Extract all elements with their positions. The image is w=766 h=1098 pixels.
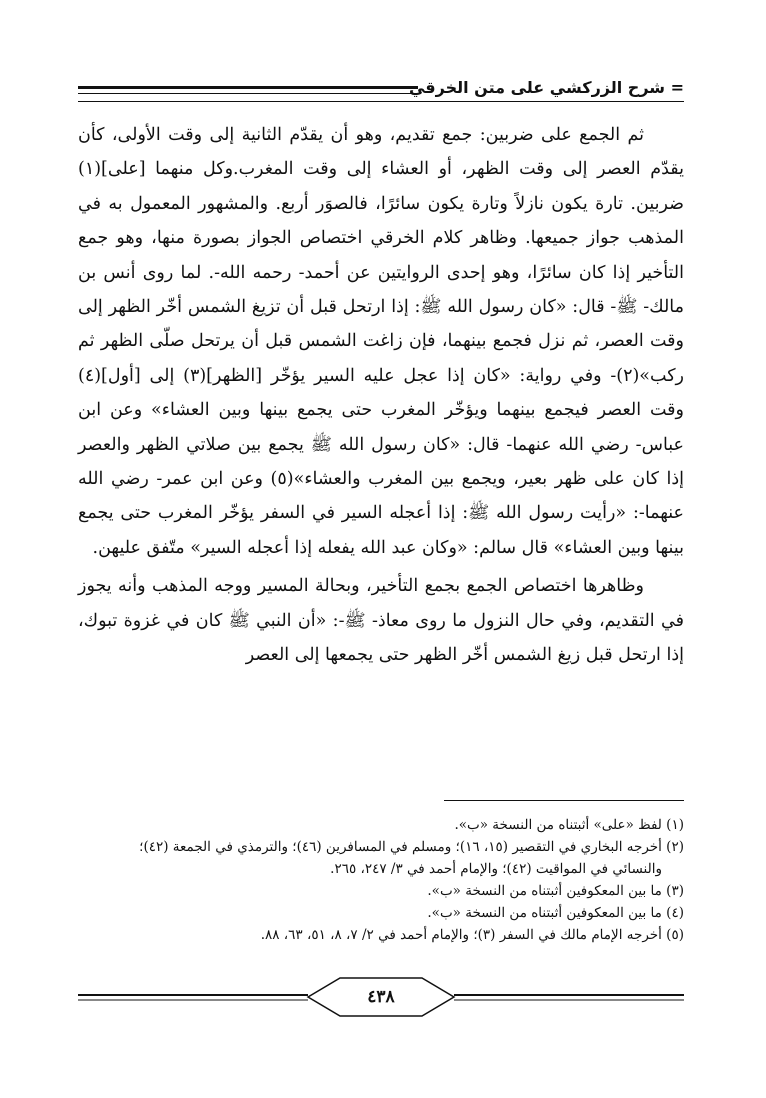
header-rule-bottom (78, 93, 418, 94)
footnote-2: (٢) أخرجه البخاري في التقصير (١٥، ١٦)؛ ومسلم في المسافرين (٤٦)؛ والترمذي في الجمعة (٤٢)؛ (139, 839, 684, 855)
header-rule-top (78, 86, 418, 89)
footnote-3: (٣) ما بين المعكوفين أثبتناه من النسخة «ب». (427, 883, 684, 899)
footnote-4: (٤) ما بين المعكوفين أثبتناه من النسخة «ب». (427, 905, 684, 921)
header-dash-icon: = (665, 78, 684, 97)
footnote-2-continued: والنسائي في المواقيت (٤٢)؛ والإمام أحمد في ٣/ ٢٤٧، ٢٦٥. (330, 861, 662, 877)
main-text (78, 118, 684, 673)
book-title: شرح الزركشي على متن الخرقي (408, 78, 666, 97)
page-footer (78, 976, 684, 1020)
paragraph-1: ثم الجمع على ضربين: جمع تقديم، وهو أن يقدّم الثانية إلى وقت الأولى، كأن يقدّم العصر إلى وقت الظهر، أو العشاء إلى وقت المغرب.وكل منهما [على](١) ضربين. تارة يكون نازلاً وتارة يكون سائرًا، فالصوَر أربع. والمشهور المعمول به في المذهب جواز جميعها. وظاهر كلام الخرقي اختصاص الجواز بصورة منها، وهو جمع التأخير إذا كان سائرًا، وهو إحدى الروايتين عن أحمد- رحمه الله-. لما روى أنس بن مالك- ﷺ- قال: «كان رسول الله ﷺ: إذا ارتحل قبل أن تزيغ الشمس أخّر الظهر إلى وقت العصر، ثم نزل فجمع بينهما، فإن زاغت الشمس قبل أن يرتحل صلّى الظهر ثم ركب»(٢)- وفي رواية: «كان إذا عجل عليه السير يؤخّر [الظهر](٣) إلى [أول](٤) وقت العصر فيجمع بينهما ويؤخّر المغرب حتى يجمع بينها وبين العشاء» وعن ابن عباس- رضي الله عنهما- قال: «كان رسول الله ﷺ يجمع بين صلاتي الظهر والعصر إذا كان على ظهر بعير، ويجمع بين المغرب والعشاء»(٥) وعن ابن عمر- رضي الله عنهما-: «رأيت رسول الله ﷺ: إذا أعجله السير في السفر يؤخّر المغرب حتى يجمع بينها وبين العشاء» قال سالم: «وكان عبد الله يفعله إذا أعجله السير» متّفق عليهن. (78, 125, 684, 558)
footnotes (78, 814, 684, 946)
header-rule-full (78, 101, 684, 102)
paragraph-2: وظاهرها اختصاص الجمع بجمع التأخير، وبحالة المسير ووجه المذهب وأنه يجوز في التقديم، وفي حال النزول ما روى معاذ- ﷺ-: «أن النبي ﷺ كان في غزوة تبوك، إذا ارتحل قبل زيغ الشمس أخّر الظهر حتى يجمعها إلى العصر (78, 576, 684, 666)
page-number: ٤٣٨ (367, 987, 395, 1007)
running-header (78, 76, 684, 112)
footnote-5: (٥) أخرجه الإمام مالك في السفر (٣)؛ والإمام أحمد في ٢/ ٧، ٨، ٥١، ٦٣، ٨٨. (260, 927, 684, 943)
running-header-title (409, 76, 684, 100)
footnote-1: (١) لفظ «على» أثبتناه من النسخة «ب». (454, 817, 684, 833)
footnote-separator (444, 800, 684, 801)
